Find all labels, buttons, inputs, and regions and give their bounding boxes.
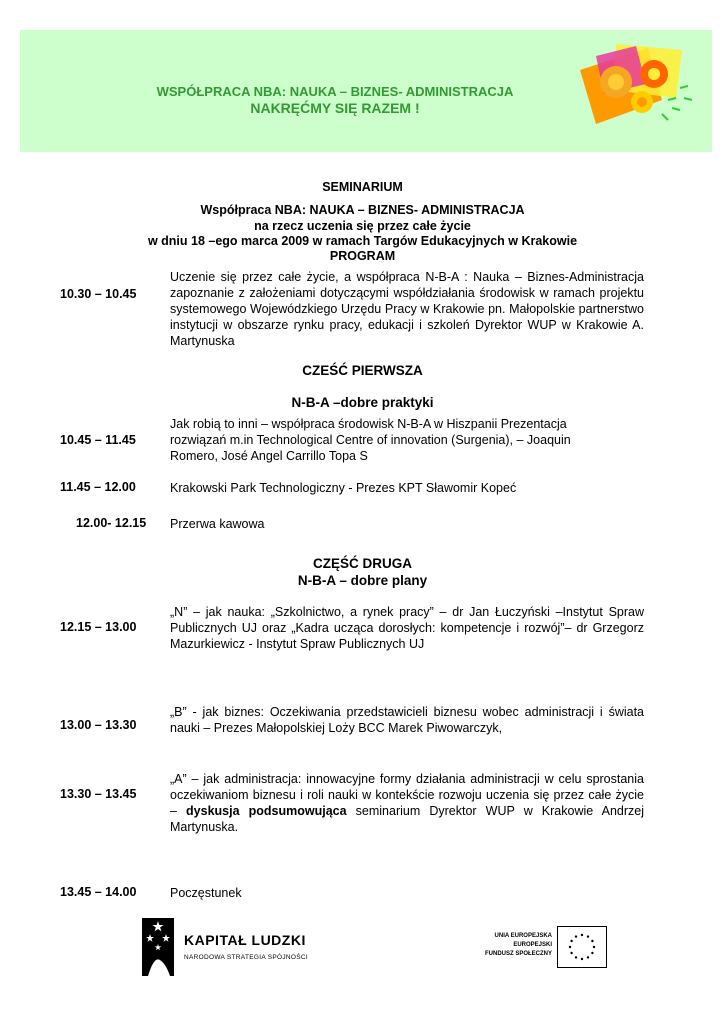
section-subheading: N-B-A –dobre praktyki (291, 395, 434, 410)
schedule-description: Jak robią to inni – współpraca środowisk N-B-A w Hiszpanii Prezentacja rozwiązań m.in Technological Centre of innovation (Surgenia), – Joaquin Romero, José Angel Carrillo Topa S (170, 417, 571, 463)
schedule-description: „N” – jak nauka: „Szkolnictwo, a rynek pracy” – dr Jan Łuczyński –Instytut Spraw Publicznych UJ oraz „Kadra ucząca dorosłych: kompetencje i rozwój”– dr Grzegorz Mazurkiewicz - Instytut Spraw Publicznych UJ (170, 605, 644, 651)
schedule-time: 10.30 – 10.45 (60, 287, 137, 301)
section-subheading: N-B-A – dobre plany (297, 573, 428, 588)
schedule-description: „B” - jak biznes: Oczekiwania przedstawicieli biznesu wobec administracji i świata nauki – Prezes Małopolskiej Loży BCC Marek Piwowarczyk, (170, 705, 644, 735)
eu-line-1: UNIA EUROPEJSKA (494, 933, 552, 939)
schedule-time: 11.45 – 12.00 (60, 480, 136, 494)
eu-line-2: EUROPEJSKI (513, 942, 552, 948)
seminar-title: Współpraca NBA: NAUKA – BIZNES- ADMINISTRACJA (200, 203, 525, 217)
eu-line-3: FUNDUSZ SPOŁECZNY (484, 951, 552, 957)
header-banner (20, 30, 712, 152)
eu-flag-icon (557, 926, 607, 968)
kapital-ludzki-emblem-icon (140, 916, 176, 978)
section-heading: CZĘŚĆ DRUGA (312, 556, 412, 571)
kapital-ludzki-subtitle: NARODOWA STRATEGIA SPÓJNOŚCI (184, 954, 308, 961)
banner-line-1: WSPÓŁPRACA NBA: NAUKA – BIZNES- ADMINISTRACJA (156, 84, 514, 99)
kapital-ludzki-logo (140, 916, 310, 978)
schedule-time: 13.00 – 13.30 (60, 718, 137, 732)
seminar-date: w dniu 18 –ego marca 2009 w ramach Targów Edukacyjnych w Krakowie (147, 234, 578, 248)
schedule-description (170, 771, 644, 835)
schedule-description: Poczęstunek (170, 886, 242, 900)
schedule-time: 12.00- 12.15 (76, 516, 147, 530)
description-emphasis: dyskusja podsumowująca (186, 804, 347, 818)
schedule-description: Uczenie się przez całe życie, a współpraca N-B-A : Nauka – Biznes-Administracja zapoznanie z założeniami dotyczącymi współdziałania środowisk w ramach projektu systemowego Wojewódzkiego Urzędu Pracy w Krakowie pn. Małopolskie partnerstwo instytucji w obszarze rynku pracy, edukacji i szkoleń Dyrektor WUP w Krakowie A. Martynuska (170, 270, 644, 348)
schedule-time: 10.45 – 11.45 (60, 433, 136, 447)
eu-fund-label (462, 932, 552, 962)
description-text: seminarium Dyrektor WUP w Krakowie Andrzej Martynuska. (170, 804, 644, 834)
schedule-description: Przerwa kawowa (170, 517, 265, 531)
kapital-ludzki-title: KAPITAŁ LUDZKI (184, 932, 306, 948)
schedule-time: 13.45 – 14.00 (60, 885, 137, 899)
section-heading: CZEŚĆ PIERWSZA (302, 363, 423, 378)
schedule-description: Krakowski Park Technologiczny - Prezes KPT Sławomir Kopeć (170, 481, 517, 495)
schedule-time: 12.15 – 13.00 (60, 620, 137, 634)
description-text: „A” – jak administracja: innowacyjne formy działania administracji w celu sprostania oczekiwaniom biznesu i roli nauki w kontekście rozwoju uczenia się przez całe życie – (170, 772, 644, 818)
gears-logo (576, 40, 696, 132)
schedule-time: 13.30 – 13.45 (60, 787, 137, 801)
seminar-subtitle: na rzecz uczenia się przez całe życie (254, 219, 471, 233)
banner-line-2: NAKRĘĆMY SIĘ RAZEM ! (250, 100, 420, 116)
program-label: PROGRAM (329, 249, 396, 263)
seminar-label: SEMINARIUM (322, 180, 403, 194)
